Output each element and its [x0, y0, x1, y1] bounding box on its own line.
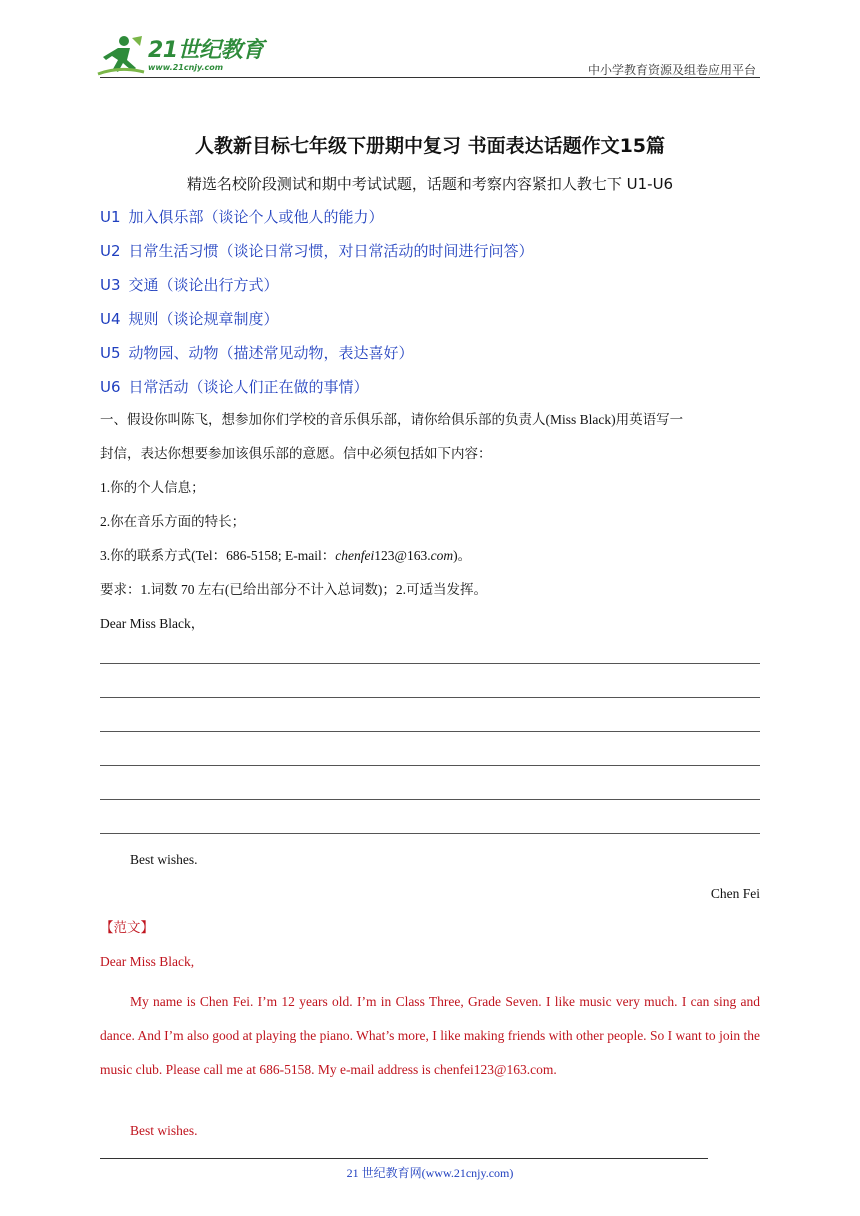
model-salutation: Dear Miss Black, [100, 954, 195, 969]
letter-salutation: Dear Miss Black， [100, 616, 205, 631]
logo-brand-text: 21世纪教育 [148, 38, 264, 63]
email-number: 123@163. [374, 548, 431, 563]
unit-topic: 日常活动（谈论人们正在做的事情） [128, 378, 369, 396]
email-tld: com [430, 548, 454, 563]
unit-topic: 加入俱乐部（谈论个人或他人的能力） [128, 208, 384, 226]
letter-signature: Chen Fei [710, 886, 760, 901]
unit-item [100, 274, 279, 295]
unit-code: U1 [100, 208, 121, 226]
unit-code: U4 [100, 310, 121, 328]
question-item-1: 1.你的个人信息； [100, 480, 205, 495]
writing-line[interactable] [100, 833, 760, 834]
question-requirement: 要求：1.词数 70 左右(已给出部分不计入总词数)；2.可适当发挥。 [100, 582, 487, 597]
header-divider [100, 77, 760, 78]
unit-topic: 规则（谈论规章制度） [128, 310, 279, 328]
writing-line[interactable] [100, 731, 760, 732]
unit-item [100, 342, 414, 363]
model-closing: Best wishes. [130, 1123, 198, 1138]
question-prompt-line2: 封信，表达你想要参加该俱乐部的意愿。信中必须包括如下内容： [100, 446, 492, 461]
letter-closing: Best wishes. [130, 852, 198, 867]
document-subtitle: 精选名校阶段测试和期中考试试题，话题和考察内容紧扣人教七下 U1-U6 [186, 175, 674, 193]
model-essay-label: 【范文】 [100, 920, 154, 935]
unit-item [100, 308, 279, 329]
footer-divider [100, 1158, 708, 1159]
unit-code: U6 [100, 378, 121, 396]
unit-topic: 动物园、动物（描述常见动物，表达喜好） [128, 344, 414, 362]
writing-line[interactable] [100, 663, 760, 664]
writing-line[interactable] [100, 765, 760, 766]
question-prompt-line1: 一、假设你叫陈飞，想参加你们学校的音乐俱乐部，请你给俱乐部的负责人(Miss Black)用英语写一 [100, 412, 684, 427]
model-essay-body: My name is Chen Fei. I’m 12 years old. I’m in Class Three, Grade Seven. I like music very much. I can sing and dance. And I’m also good at playing the piano. What’s more, I like making friends with other people. So I want to join the music club. Please call me at 686-5158. My e-mail address is chenfei123@163.com. [100, 994, 760, 1077]
footer-link[interactable]: 21 世纪教育网(www.21cnjy.com) [346, 1166, 514, 1180]
writing-line[interactable] [100, 799, 760, 800]
unit-code: U5 [100, 344, 121, 362]
unit-code: U2 [100, 242, 121, 260]
unit-item [100, 206, 384, 227]
unit-topic: 日常生活习惯（谈论日常习惯，对日常活动的时间进行问答） [128, 242, 534, 260]
unit-item [100, 240, 534, 261]
email-user: chenfei [335, 548, 375, 563]
writing-line[interactable] [100, 697, 760, 698]
platform-name: 中小学教育资源及组卷应用平台 [587, 63, 756, 77]
question-item-3 [100, 546, 760, 566]
question-item-2: 2.你在音乐方面的特长； [100, 514, 246, 529]
unit-topic: 交通（谈论出行方式） [128, 276, 279, 294]
unit-item [100, 376, 369, 397]
contact-prefix: 3.你的联系方式(Tel：686-5158; E-mail： [100, 548, 336, 563]
runner-logo-icon [94, 34, 146, 78]
contact-suffix: )。 [453, 548, 472, 563]
unit-code: U3 [100, 276, 121, 294]
site-logo[interactable] [94, 34, 264, 78]
document-title: 人教新目标七年级下册期中复习 书面表达话题作文15篇 [194, 135, 666, 157]
logo-url-text: www.21cnjy.com [148, 63, 224, 72]
